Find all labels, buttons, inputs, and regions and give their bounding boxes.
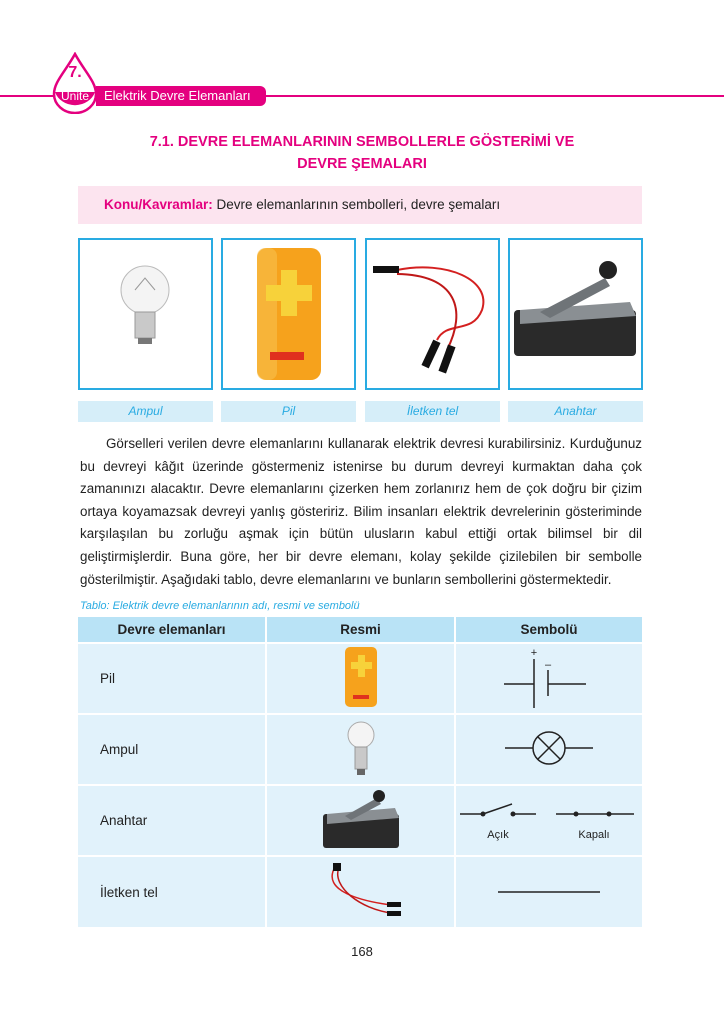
row-name: Pil xyxy=(78,643,266,714)
row-name: Ampul xyxy=(78,714,266,785)
wire-symbol xyxy=(455,856,642,927)
topics-text: Devre elemanlarının sembolleri, devre şemaları xyxy=(212,197,501,212)
chapter-title: Elektrik Devre Elemanları xyxy=(96,86,266,106)
table-row xyxy=(78,856,642,927)
title-line: 7.1. DEVRE ELEMANLARININ SEMBOLLERLE GÖSTERİMİ VE xyxy=(149,134,575,150)
topics-label: Konu/Kavramlar: xyxy=(104,197,213,212)
components-table xyxy=(78,617,642,927)
image-caption: Pil xyxy=(221,401,356,422)
image-caption: Ampul xyxy=(78,401,213,422)
switch-symbols xyxy=(455,785,642,856)
unit-label: Ünite xyxy=(60,89,89,103)
table-caption: Tablo: Elektrik devre elemanlarının adı, resmi ve sembolü xyxy=(80,600,360,612)
open-label: Açık xyxy=(487,829,509,841)
body-paragraph: Görselleri verilen devre elemanlarını kullanarak elektrik devresi kurabilirsiniz. Kurduğunuz bu devreyi kâğıt üzerinde göstermeniz istenirse bu durum devreyi kurmaktan daha çok zamanınızı alacaktır. Devre elemanlarını çizerken hem zorlanırız hem de çok doğru bir çizim ortaya koyamazsak devreyi yanlış gösteririz. Bilim insanları elektrik devrelerinin gösteriminde karşılaşılan bu zorluğu aşmak için bütün ulusların kabul ettiği ortak bilimsel bir dil geliştirmişlerdir. Buna göre, her bir devre elemanı, kolay şekilde çizilebilen bir sembolle gösterilmiştir. Aşağıdaki tablo, devre elemanlarını ve bunların sembollerini göstermektedir. xyxy=(80,436,642,587)
bulb-symbol xyxy=(455,714,642,785)
bulb-image xyxy=(78,238,213,390)
switch-image xyxy=(508,238,643,390)
table-row xyxy=(78,785,642,856)
battery-symbol xyxy=(455,643,642,714)
image-caption: İletken tel xyxy=(365,401,500,422)
battery-image xyxy=(221,238,356,390)
unit-drop-icon xyxy=(50,52,100,114)
table-header: Devre elemanları xyxy=(78,617,266,643)
table-row xyxy=(78,714,642,785)
page-title xyxy=(0,131,724,175)
row-name: İletken tel xyxy=(78,856,266,927)
wire-image xyxy=(365,238,500,390)
row-name: Anahtar xyxy=(78,785,266,856)
plus-sign: + xyxy=(530,647,538,659)
page-number: 168 xyxy=(351,944,373,959)
table-header: Resmi xyxy=(266,617,455,643)
battery-photo xyxy=(266,643,455,714)
minus-sign: – xyxy=(544,659,552,671)
image-caption: Anahtar xyxy=(508,401,643,422)
closed-label: Kapalı xyxy=(578,829,610,841)
switch-photo xyxy=(266,785,455,856)
bulb-photo xyxy=(266,714,455,785)
table-header: Sembolü xyxy=(455,617,642,643)
topics-box xyxy=(78,186,642,224)
title-line: DEVRE ŞEMALARI xyxy=(297,156,427,172)
wire-photo xyxy=(266,856,455,927)
unit-number: 7. xyxy=(68,64,82,81)
table-row xyxy=(78,643,642,714)
